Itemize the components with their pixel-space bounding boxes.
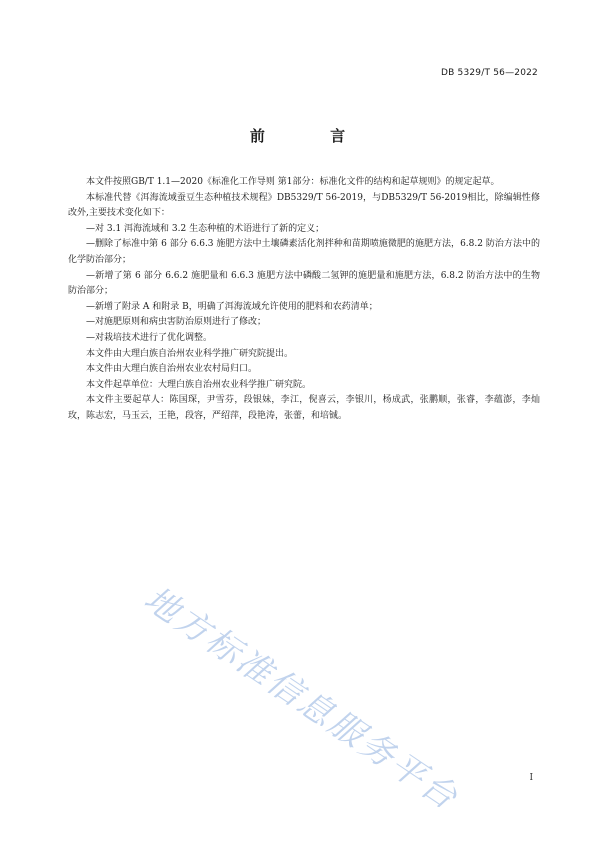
foreword-body xyxy=(68,175,540,425)
paragraph: 本文件按照GB/T 1.1—2020《标准化工作导则 第1部分：标准化文件的结构和起草规则》的规定起草。 xyxy=(86,177,500,187)
paragraph: 本文件由大理白族自治州农业科学推广研究院提出。 xyxy=(86,348,294,359)
paragraph: —对施肥原则和病虫害防治原则进行了修改； xyxy=(86,317,267,328)
paragraph: 本文件起草单位：大理白族自治州农业科学推广研究院。 xyxy=(86,379,312,390)
paragraph: —新增了第 6 部分 6.6.2 施肥量和 6.6.3 施肥方法中磷酸二氢钾的施肥量和施肥方法，6.8.2 防治方法中的生物防治部分； xyxy=(68,270,540,297)
standard-code: DB 5329/T 56—2022 xyxy=(440,68,538,78)
page-title: 前 言 xyxy=(249,127,376,145)
paragraph: —新增了附录 A 和附录 B，明确了洱海流域允许使用的肥料和农药清单； xyxy=(86,301,378,312)
paragraph: 本文件主要起草人：陈国琛，尹雪芬，段银妹，李江，倪喜云，李银川，杨成武，张鹏顺，张睿，李蕴澎，李灿玫，陈志宏，马玉云，王艳，段容，严绍萍，段艳涛，张蕾，和培铖。 xyxy=(68,395,540,421)
paragraph: —删除了标准中第 6 部分 6.6.3 施肥方法中土壤磷素活化剂拌种和苗期喷施微肥的施肥方法，6.8.2 防治方法中的化学防治部分； xyxy=(68,239,540,265)
paragraph: —对栽培技术进行了优化调整。 xyxy=(86,332,213,343)
page-number: I xyxy=(529,773,533,783)
watermark: 地方标准信息服务平台 xyxy=(136,578,466,819)
paragraph: 本标准代替《洱海流域蚕豆生态种植技术规程》DB5329/T 56-2019，与DB5329/T 56-2019相比，除编辑性修改外,主要技术变化如下： xyxy=(68,192,540,219)
paragraph: 本文件由大理白族自治州农业农村局归口。 xyxy=(86,364,258,375)
paragraph: —对 3.1 洱海流域和 3.2 生态种植的术语进行了新的定义； xyxy=(86,223,325,234)
